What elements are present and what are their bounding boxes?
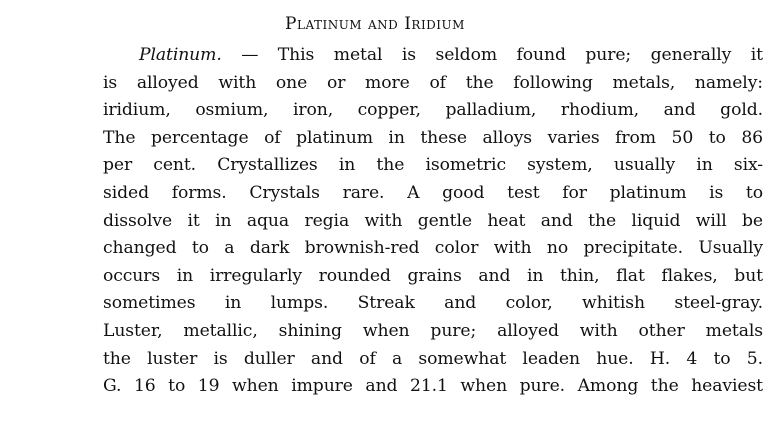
text-line: G. 16 to 19 when impure and 21.1 when pure. Among the heaviest [103, 376, 763, 397]
text-line: sometimes in lumps. Streak and color, whitish steel-gray. [103, 293, 763, 314]
text-line-content: — This metal is seldom found pure; generally it [221, 45, 763, 65]
text-line: per cent. Crystallizes in the isometric system, usually in six- [103, 155, 763, 176]
text-line: changed to a dark brownish-red color with no precipitate. Usually [103, 238, 763, 259]
text-line: The percentage of platinum in these alloys varies from 50 to 86 [103, 127, 763, 148]
text-line: iridium, osmium, iron, copper, palladium, rhodium, and gold. [103, 100, 763, 121]
section-title: Platinum and Iridium [285, 14, 465, 34]
body-paragraph [103, 42, 763, 401]
text-line: dissolve it in aqua regia with gentle heat and the liquid will be [103, 210, 763, 231]
text-line [103, 42, 763, 70]
text-line: the luster is duller and of a somewhat leaden hue. H. 4 to 5. [103, 348, 763, 369]
text-line: sided forms. Crystals rare. A good test for platinum is to [103, 182, 763, 203]
text-line: Luster, metallic, shining when pure; alloyed with other metals [103, 320, 763, 341]
text-line: is alloyed with one or more of the following metals, namely: [103, 72, 763, 93]
text-line: occurs in irregularly rounded grains and in thin, flat flakes, but [103, 265, 763, 286]
lead-term: Platinum. [139, 45, 222, 65]
